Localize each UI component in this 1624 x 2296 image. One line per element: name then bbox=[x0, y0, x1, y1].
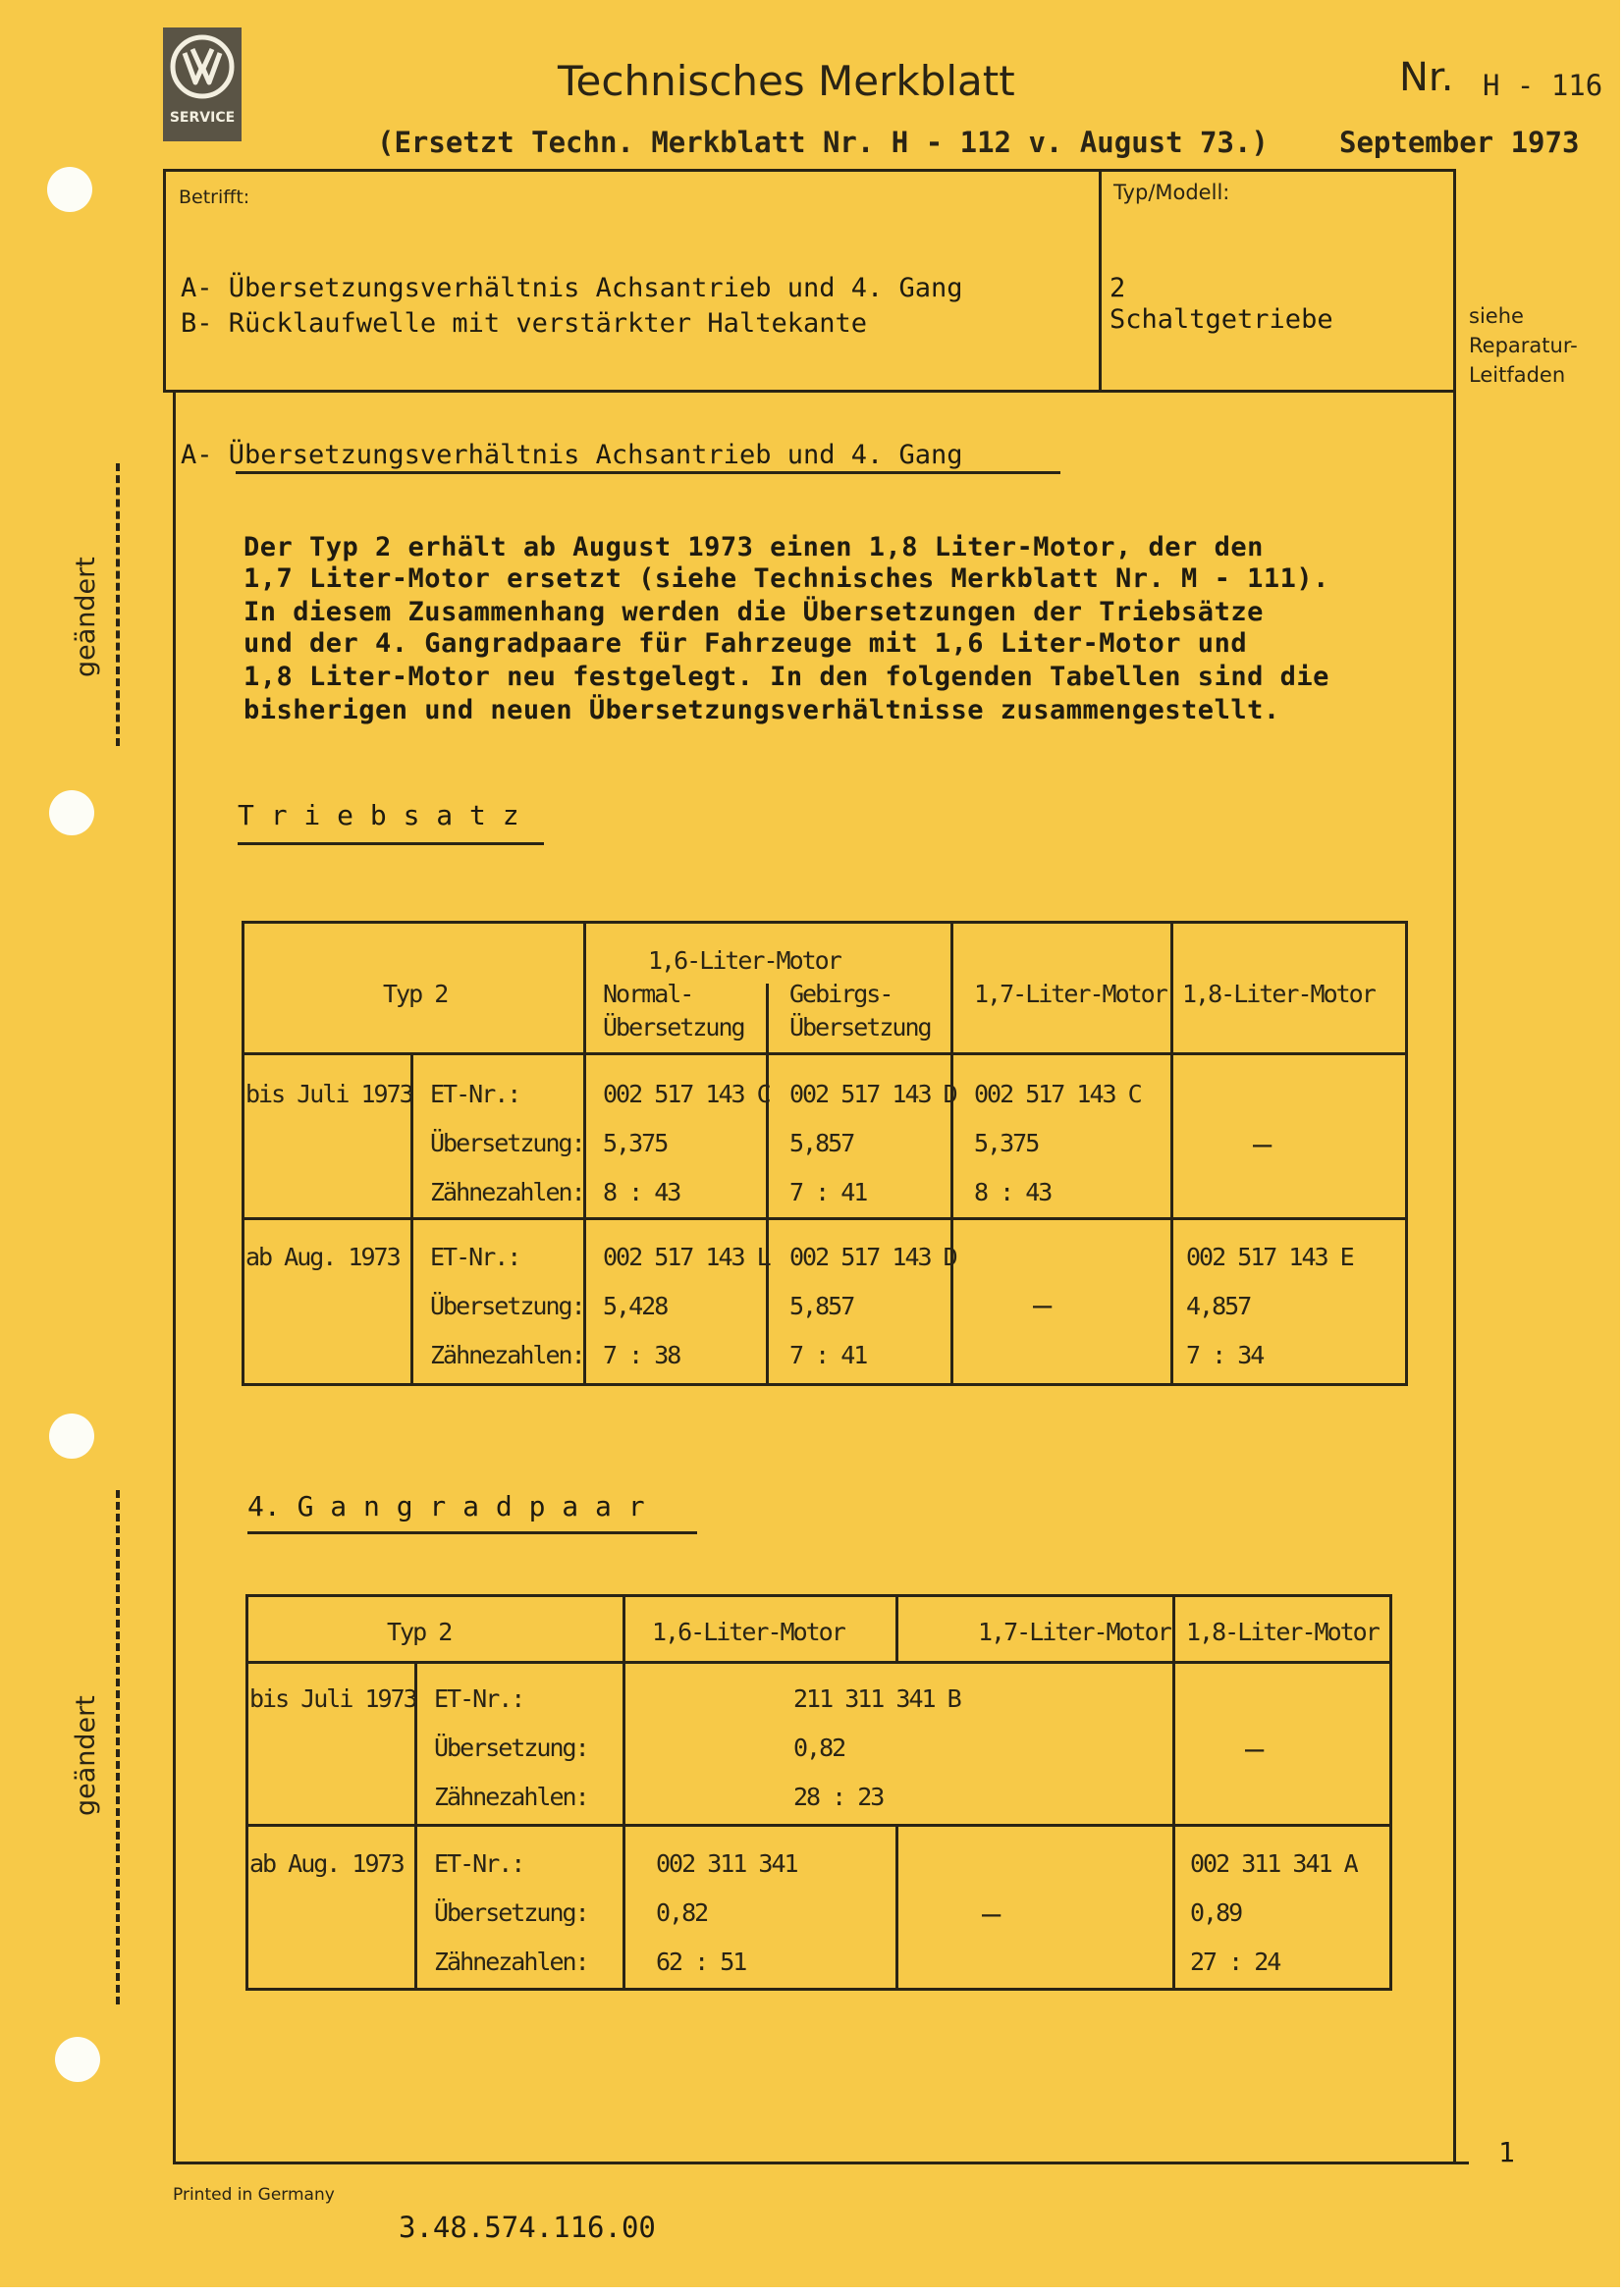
changed-mark-label: geändert bbox=[71, 1695, 101, 1816]
triebsatz-underline bbox=[238, 842, 544, 845]
row-label-teeth: Zähnezahlen: bbox=[430, 1178, 584, 1206]
section-a-underline bbox=[236, 471, 1060, 474]
col-16-normal-header: Normal- bbox=[603, 980, 693, 1008]
col-16-header: 1,6-Liter-Motor bbox=[652, 1618, 844, 1646]
row-period: ab Aug. 1973 bbox=[245, 1243, 400, 1271]
cell-value: 0,82 bbox=[656, 1898, 708, 1927]
document-code: 3.48.574.116.00 bbox=[399, 2211, 656, 2244]
cell-value: 8 : 43 bbox=[974, 1178, 1052, 1206]
frame-bottom bbox=[173, 2162, 1469, 2164]
col-typ-header: Typ 2 bbox=[383, 980, 448, 1008]
cell-value: 5,428 bbox=[603, 1292, 668, 1320]
frame-left bbox=[173, 393, 176, 2163]
col-17-header: 1,7-Liter-Motor bbox=[974, 980, 1166, 1008]
cell-value: 5,857 bbox=[789, 1129, 854, 1157]
cell-value: 4,857 bbox=[1186, 1292, 1251, 1320]
table-rule bbox=[895, 1594, 898, 1661]
page-number: 1 bbox=[1498, 2136, 1515, 2168]
vw-service-logo bbox=[163, 27, 242, 141]
cell-value: 7 : 41 bbox=[789, 1178, 867, 1206]
side-note-reparatur: Reparatur- bbox=[1469, 334, 1578, 357]
triebsatz-heading: T r i e b s a t z bbox=[238, 799, 519, 831]
cell-value: 5,375 bbox=[603, 1129, 668, 1157]
paragraph-line: 1,8 Liter-Motor neu festgelegt. In den folgenden Tabellen sind die bbox=[244, 662, 1329, 692]
table-rule bbox=[1170, 921, 1173, 1386]
frame-right bbox=[1453, 393, 1456, 2163]
cell-value: 002 517 143 D bbox=[789, 1243, 956, 1271]
cell-value: 002 311 341 A bbox=[1190, 1849, 1357, 1878]
subject-a: A- Übersetzungsverhältnis Achsantrieb und 4. Gang bbox=[181, 273, 963, 303]
cell-value: 5,375 bbox=[974, 1129, 1039, 1157]
row-label-ratio: Übersetzung: bbox=[430, 1129, 584, 1157]
section-a-heading: A- Übersetzungsverhältnis Achsantrieb und 4. Gang bbox=[181, 440, 963, 470]
typ-modell-label: Typ/Modell: bbox=[1113, 181, 1230, 204]
row-period: bis Juli 1973 bbox=[249, 1684, 416, 1713]
table-rule bbox=[242, 1052, 1408, 1055]
table-rule bbox=[766, 984, 769, 1386]
row-label-et: ET-Nr.: bbox=[434, 1849, 524, 1878]
cell-value: 002 517 143 D bbox=[789, 1080, 956, 1108]
cell-value: 002 517 143 C bbox=[603, 1080, 770, 1108]
col-typ-header: Typ 2 bbox=[387, 1618, 452, 1646]
cell-value: 002 517 143 E bbox=[1186, 1243, 1353, 1271]
punch-hole bbox=[55, 2037, 100, 2082]
col-16-normal-header: Übersetzung bbox=[603, 1013, 744, 1041]
row-period: ab Aug. 1973 bbox=[249, 1849, 404, 1878]
col-16-gebirg-header: Übersetzung bbox=[789, 1013, 931, 1041]
cell-value: 7 : 38 bbox=[603, 1341, 680, 1369]
cell-dash: — bbox=[982, 1895, 1000, 1932]
cell-value: 002 311 341 bbox=[656, 1849, 797, 1878]
paragraph-line: In diesem Zusammenhang werden die Übersetzungen der Triebsätze bbox=[244, 597, 1264, 627]
row-label-ratio: Übersetzung: bbox=[430, 1292, 584, 1320]
cell-dash: — bbox=[1245, 1730, 1263, 1767]
typ-value-gearbox: Schaltgetriebe bbox=[1110, 304, 1333, 335]
typ-value: 2 bbox=[1110, 273, 1126, 303]
col-18-header: 1,8-Liter-Motor bbox=[1182, 980, 1375, 1008]
table-rule bbox=[895, 1824, 898, 1991]
cell-value: 0,89 bbox=[1190, 1898, 1242, 1927]
row-label-et: ET-Nr.: bbox=[430, 1080, 520, 1108]
table-rule bbox=[242, 1217, 1408, 1220]
changed-mark-line bbox=[116, 463, 120, 746]
cell-value: 002 517 143 L bbox=[603, 1243, 770, 1271]
row-label-ratio: Übersetzung: bbox=[434, 1898, 588, 1927]
cell-value: 27 : 24 bbox=[1190, 1948, 1280, 1976]
subject-b: B- Rücklaufwelle mit verstärkter Haltekante bbox=[181, 308, 867, 339]
subject-divider bbox=[1099, 169, 1102, 393]
table-rule bbox=[245, 1824, 1392, 1827]
cell-value: 002 517 143 C bbox=[974, 1080, 1141, 1108]
paragraph-line: bisherigen und neuen Übersetzungsverhältnisse zusammengestellt. bbox=[244, 695, 1280, 725]
row-label-ratio: Übersetzung: bbox=[434, 1734, 588, 1762]
cell-value: 5,857 bbox=[789, 1292, 854, 1320]
col-17-header: 1,7-Liter-Motor bbox=[978, 1618, 1170, 1646]
cell-value: 28 : 23 bbox=[793, 1783, 884, 1811]
row-label-teeth: Zähnezahlen: bbox=[430, 1341, 584, 1369]
row-label-et: ET-Nr.: bbox=[434, 1684, 524, 1713]
table-rule bbox=[1172, 1594, 1175, 1991]
row-period: bis Juli 1973 bbox=[245, 1080, 412, 1108]
cell-value: 0,82 bbox=[793, 1734, 845, 1762]
table-rule bbox=[623, 1594, 625, 1991]
punch-hole bbox=[49, 790, 94, 835]
cell-value: 7 : 41 bbox=[789, 1341, 867, 1369]
paragraph-line: Der Typ 2 erhält ab August 1973 einen 1,8 Liter-Motor, der den bbox=[244, 532, 1264, 562]
paragraph-line: und der 4. Gangradpaare für Fahrzeuge mit 1,6 Liter-Motor und bbox=[244, 628, 1248, 659]
side-note-leitfaden: Leitfaden bbox=[1469, 363, 1566, 387]
cell-value: 7 : 34 bbox=[1186, 1341, 1264, 1369]
changed-mark-line bbox=[116, 1490, 120, 2004]
cell-dash: — bbox=[1253, 1125, 1271, 1162]
paragraph-line: 1,7 Liter-Motor ersetzt (siehe Technisches Merkblatt Nr. M - 111). bbox=[244, 563, 1329, 594]
cell-value: 211 311 341 B bbox=[793, 1684, 960, 1713]
printed-in-germany: Printed in Germany bbox=[173, 2185, 335, 2205]
subtitle: (Ersetzt Techn. Merkblatt Nr. H - 112 v. August 73.) bbox=[377, 126, 1269, 159]
punch-hole bbox=[47, 167, 92, 212]
nr-value: H - 116 bbox=[1483, 69, 1603, 102]
row-label-et: ET-Nr.: bbox=[430, 1243, 520, 1271]
table-rule bbox=[950, 921, 953, 1386]
col-16-gebirg-header: Gebirgs- bbox=[789, 980, 893, 1008]
cell-value: 62 : 51 bbox=[656, 1948, 746, 1976]
page-title: Technisches Merkblatt bbox=[558, 57, 1015, 105]
logo-service-text: SERVICE bbox=[169, 110, 236, 126]
cell-value: 8 : 43 bbox=[603, 1178, 680, 1206]
col-16-header: 1,6-Liter-Motor bbox=[648, 946, 840, 975]
punch-hole bbox=[49, 1414, 94, 1459]
cell-dash: — bbox=[1033, 1286, 1051, 1323]
row-label-teeth: Zähnezahlen: bbox=[434, 1948, 588, 1976]
changed-mark-label: geändert bbox=[71, 557, 101, 677]
side-note-siehe: siehe bbox=[1469, 304, 1524, 328]
betrifft-label: Betrifft: bbox=[179, 187, 250, 208]
col-18-header: 1,8-Liter-Motor bbox=[1186, 1618, 1379, 1646]
nr-label: Nr. bbox=[1399, 55, 1454, 100]
issue-date: September 1973 bbox=[1339, 126, 1580, 159]
vw-emblem-icon bbox=[163, 27, 242, 106]
gangradpaar-underline bbox=[247, 1531, 697, 1534]
table-rule bbox=[245, 1661, 1392, 1664]
gangradpaar-heading: 4. G a n g r a d p a a r bbox=[247, 1490, 645, 1522]
row-label-teeth: Zähnezahlen: bbox=[434, 1783, 588, 1811]
